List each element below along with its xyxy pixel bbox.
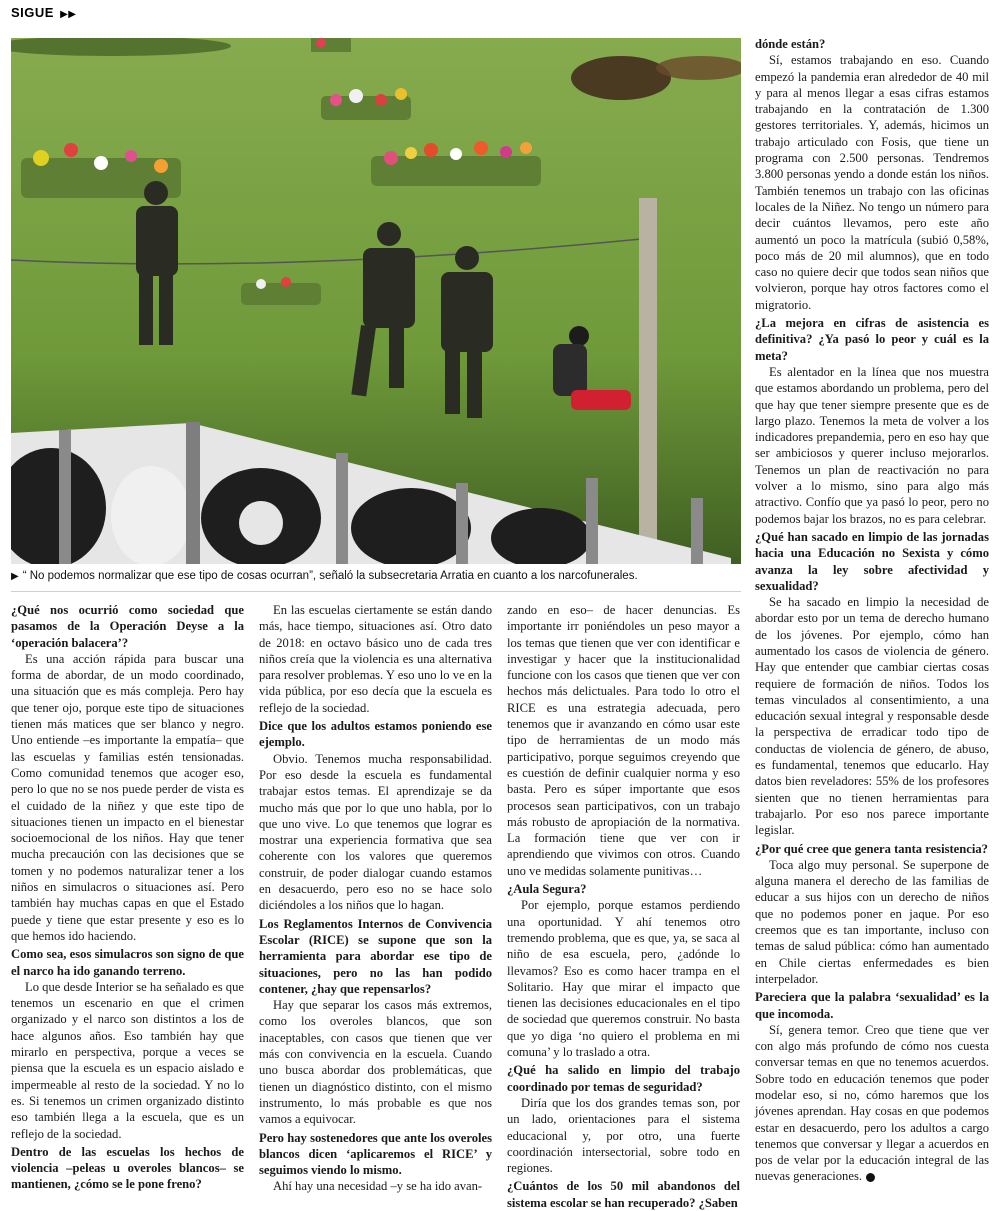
interview-answer: Lo que desde Interior se ha señalado es que tenemos un escenario en que el crimen organizado y el narco son distintos a los de hace algunos años. Eso también hay que mirarlo en perspectiva, porque a veces se piensa que la escuela es un espacio aislado e impermeable al resto de la sociedad. Y no lo es. Si tenemos un crimen organizado distinto eso también llega a la escuela, que es un reflejo de la sociedad. bbox=[11, 979, 244, 1141]
interview-question: ¿La mejora en cifras de asistencia es definitiva? ¿Ya pasó lo peor y cuál es la meta? bbox=[755, 316, 989, 363]
interview-question: ¿Qué han sacado en limpio de las jornadas hacia una Educación no Sexista y cómo avanza la ley sobre afectividad y sexualidad? bbox=[755, 529, 989, 593]
interview-answer-final bbox=[755, 1022, 989, 1185]
interview-question: ¿Qué nos ocurrió como sociedad que pasamos de la Operación Deyse a la ‘operación balacera’? bbox=[11, 603, 244, 650]
interview-answer: zando en eso– de hacer denuncias. Es importante irr poniéndoles un peso mayor a los temas que tienen que ver con identificar e investigar y hacer que la institucionalidad funcione con los casos que tienen que ver con hechos más delictuales. Para todo lo otro el RICE es una estrategia adecuada, pero tenemos que ir avanzando en cómo usar este tipo de herramientas de un modo más participativo, porque seguimos creyendo que es cuestión de definir cualquier norma y eso basta. Pero es súper importante que esos procesos sean participativos, con un trabajo más robusto de apropiación de la normativa. La formación tiene que ver con ir aprendiendo que vivimos con otros. Cuando uno ve medidas solamente punitivas… bbox=[507, 603, 740, 878]
interview-question: Pero hay sostenedores que ante los overoles blancos dicen ‘aplicaremos el RICE’ y seguimos viendo lo mismo. bbox=[259, 1130, 492, 1178]
article-column-1 bbox=[11, 602, 244, 1193]
interview-answer-text: Sí, genera temor. Creo que tiene que ver con algo más profundo de cómo nos cuesta conversar temas en que no tenemos acuerdos. Sobre todo en educación tenemos que poder modelar eso, si no, cómo haremos que los jóvenes aprendan. Hay cosas en que podemos estar en desacuerdo, pero los adultos a cargo tenemos que conversar y llegar a acuerdos en pos de velar por la educación integral de las nuevas generaciones. bbox=[755, 1022, 989, 1184]
interview-question: dónde están? bbox=[755, 37, 826, 51]
interview-question: Los Reglamentos Internos de Convivencia Escolar (RICE) se supone que son la herramienta para abordar ese tipo de situaciones, pero no las han podido contener, ¿hay que repensarlos? bbox=[259, 916, 492, 996]
end-mark-icon bbox=[866, 1173, 875, 1182]
interview-answer: Toca algo muy personal. Se superpone de alguna manera el derecho de las familias de educar a sus hijos con un derecho de niños que no podemos poner en jaque. Por eso creemos que es tan importante, incluso con temas de salud pública: cómo han aumentado en Chile ciertas enfermedades es bien interpelador. bbox=[755, 857, 989, 986]
interview-question: Dice que los adultos estamos poniendo ese ejemplo. bbox=[259, 719, 492, 750]
interview-question: Dentro de las escuelas los hechos de violencia –peleas u overoles blancos– se mantienen, ¿cómo se le pone freno? bbox=[11, 1144, 244, 1192]
section-header bbox=[11, 5, 76, 23]
dirt-mound bbox=[571, 56, 671, 100]
interview-answer: Hay que separar los casos más extremos, como los overoles blancos, que son inaceptables, con casos que tienen que ver más con convivencia en la escuela. Cuando uno busca abordar dos problemáticas, que tienen un diagnóstico distinto, con el mismo instrumento, lo más probable es que nos vamos a equivocar. bbox=[259, 998, 492, 1127]
article-column-3 bbox=[507, 602, 740, 1211]
interview-answer: Es alentador en la línea que nos muestra que estamos abordando un problema, pero del que hay que tener siempre presente que es de largo plazo. Tenemos la meta de volver a los indicadores prepandemia, pero en eso hay que ser ambiciosos y querer incluso mejorarlos. Tenemos un plan de reactivación no para volver a lo mismo, sino para algo más atractivo. Confío que ya pasó lo peor, pero no podemos bajar los brazos, no es para celebrar. bbox=[755, 364, 989, 526]
interview-question: Como sea, esos simulacros son signo de que el narco ha ido ganando terreno. bbox=[11, 947, 244, 978]
interview-answer: En las escuelas ciertamente se están dando más, hace tiempo, situaciones así. Otro dato de 2018: en octavo básico uno de cada tres niños creía que la violencia es una alternativa para resolver problemas. Y eso uno lo ve en la vida pública, por eso decía que la escuela es reflejo de la sociedad. bbox=[259, 603, 492, 715]
interview-answer: Ahí hay una necesidad –y se ha ido avan- bbox=[273, 1179, 483, 1194]
interview-answer: Es una acción rápida para buscar una forma de abordar, de un modo coordinado, una situación que es más compleja. Pero hay que tener ojo, porque este tipo de situaciones tienen más matices que ser blanco y negro. Uno entiende –es importante la empatía– que las escuelas y familias estén tensionadas. Como comunidad tenemos que acoger eso, pero lo que no se nos puede perder de vista es el cuidado de la niñez y que este tipo de situaciones tienen un impacto en el bienestar socioemocional de los niños. Hay que tener mucha precaución con las decisiones que se tomen y no podemos naturalizar tener a los niños en simulacros o situaciones así. Pero también hay muchas capas en que el Estado puede y tiene que estar presente y eso es lo que hemos ido haciendo. bbox=[11, 651, 244, 943]
article-photo bbox=[11, 38, 741, 564]
cemetery-scene-image bbox=[11, 38, 741, 564]
article-column-4 bbox=[755, 36, 989, 1185]
photo-caption bbox=[11, 570, 741, 582]
interview-answer: Diría que los dos grandes temas son, por un lado, orientaciones para el sistema educacional y, por otro, una fuerte coordinación intersectorial, sobre todo en regiones. bbox=[507, 1095, 740, 1176]
interview-question: Pareciera que la palabra ‘sexualidad’ es la que incomoda. bbox=[755, 990, 989, 1021]
article-column-2 bbox=[259, 602, 492, 1195]
caption-marker-icon: ▶ bbox=[11, 571, 19, 582]
interview-question: ¿Qué ha salido en limpio del trabajo coordinado por temas de seguridad? bbox=[507, 1063, 740, 1094]
interview-answer: Se ha sacado en limpio la necesidad de abordar esto por un tema de derecho humano de los jóvenes. Por ejemplo, cómo han aumentado los casos de violencia de género. Hay que entender que cambiar ciertas cosas requiere de formación de niños. Todos los temas vinculados al consentimiento, a una educación sexual integral y responsable desde la perspectiva de erradicar todo tipo de conductas de violencia de género, de abuso, es fundamental, tenemos que educarlo. Hay datos bien reveladores: 55% de los profesores sienten que no tienen herramientas para trabajarlo. Por eso nos parece importante legislar. bbox=[755, 595, 989, 838]
arrows-icon: ▶▶ bbox=[60, 9, 77, 20]
interview-question: ¿Aula Segura? bbox=[507, 882, 587, 897]
interview-answer: Por ejemplo, porque estamos perdiendo una oportunidad. Y ahí tenemos otro tremendo problema, que es que, ya, se saca al niño de esa escuela, pero, ¿adónde lo llevamos? Eso es como hacer trampa en el Solitario. Hay que mirar el impacto que tienen las decisiones educacionales en el tipo de sociedad que queremos construir. No basta que yo diga ‘no quiero el problema en mi comuna’ y lo traslado a otra. bbox=[507, 898, 740, 1060]
caption-text: “ No podemos normalizar que ese tipo de cosas ocurran”, señaló la subsecretaria Arratia en cuanto a los narcofunerales. bbox=[22, 570, 638, 582]
caption-divider bbox=[11, 591, 741, 592]
interview-answer: Sí, estamos trabajando en eso. Cuando empezó la pandemia eran alrededor de 40 mil y para al menos llegar a esas cifras estamos trabajando en la contratación de 1.300 gestores territoriales. Y, además, hicimos un trabajo articulado con Fosis, que tiene un programa con 2.500 personas. Tendremos 3.800 personas yendo a donde están los niños. También tenemos un trabajo con las oficinas locales de la Niñez. No tengo un número para decir cuántos llevamos, pero este año aumentó un poco la matrícula (subió 0,58%, poco más de 20 mil alumnos), que en todo caso no quiere decir que todos sean niños que volvieron, porque hay otros factores como el migratorio. bbox=[755, 53, 989, 312]
interview-answer: Obvio. Tenemos mucha responsabilidad. Por eso desde la escuela es fundamental trabajar estos temas. El aprendizaje se da mucho más que por lo que uno habla, por lo que uno vive. Lo que tenemos que lograr es mostrar una experiencia formativa que sea coherente con los valores que queremos construir, de poder dialogar cuando estamos en desacuerdo, pero eso no se hace solo diciéndoles a los niños que lo hagan. bbox=[259, 751, 492, 913]
utility-pole bbox=[639, 198, 657, 564]
header-label: SIGUE bbox=[11, 5, 54, 20]
interview-question: ¿Por qué cree que genera tanta resistencia? bbox=[755, 841, 988, 856]
interview-question: ¿Cuántos de los 50 mil abandonos del sistema escolar se han recuperado? ¿Saben bbox=[507, 1179, 740, 1210]
